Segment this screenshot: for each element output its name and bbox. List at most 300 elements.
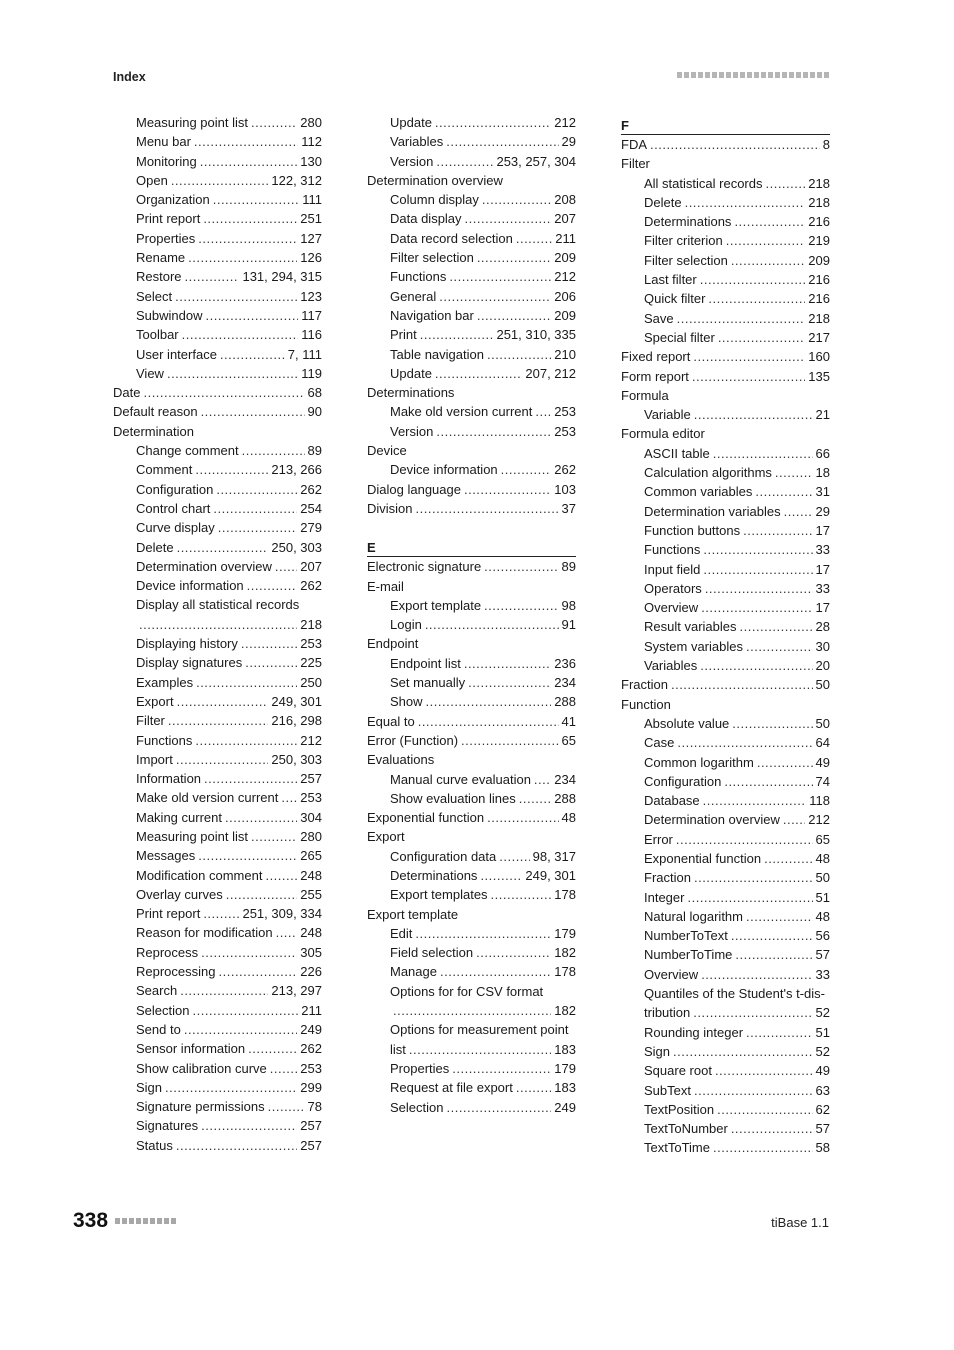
index-entry [367, 152, 576, 171]
index-entry [367, 1098, 576, 1117]
index-entry [113, 190, 322, 209]
index-term: Request at file export [390, 1080, 513, 1096]
decoration-dot [810, 72, 815, 78]
dot-leader [276, 923, 298, 942]
page-reference: 234 [554, 771, 576, 787]
page-reference: 213, 297 [271, 983, 322, 999]
dot-leader [519, 789, 552, 808]
index-entry [367, 962, 576, 981]
index-entry [621, 328, 830, 347]
index-entry [113, 962, 322, 981]
index-heading: Filter [621, 156, 650, 172]
dot-leader [713, 444, 813, 463]
index-term: Selection [390, 1099, 444, 1115]
index-column-3 [621, 113, 830, 1158]
page-reference: 49 [815, 754, 830, 770]
running-header-title: Index [113, 70, 146, 84]
index-heading: Device [367, 443, 407, 459]
page-reference: 21 [815, 407, 830, 423]
index-term: System variables [644, 638, 743, 654]
dot-leader [516, 1078, 551, 1097]
index-entry [113, 402, 322, 421]
page-reference: 251 [300, 211, 322, 227]
page-reference: 209 [554, 250, 576, 266]
index-heading: E-mail [367, 578, 404, 594]
index-column-2 [367, 113, 576, 1117]
index-term: Natural logarithm [644, 908, 743, 924]
index-term: Reason for modification [136, 925, 273, 941]
dot-leader [251, 113, 297, 132]
dot-leader [724, 772, 812, 791]
index-entry [113, 615, 322, 634]
decoration-dot [115, 1218, 120, 1224]
page-reference: 74 [815, 773, 830, 789]
index-entry [621, 1119, 830, 1138]
page-reference: 257 [300, 1118, 322, 1134]
dot-leader [165, 1078, 297, 1097]
decoration-dot [817, 72, 822, 78]
dot-leader [765, 174, 805, 193]
index-term: Control chart [136, 500, 211, 516]
index-entry [621, 637, 830, 656]
index-entry [367, 943, 576, 962]
index-entry [367, 190, 576, 209]
dot-leader [206, 306, 299, 325]
index-term: Login [390, 617, 422, 633]
decoration-dot [761, 72, 766, 78]
index-entry [621, 1061, 830, 1080]
index-entry [621, 212, 830, 231]
index-term: Export [136, 693, 174, 709]
page-reference: 183 [554, 1041, 576, 1057]
dot-leader [468, 673, 551, 692]
page-reference: 112 [301, 134, 322, 150]
page-reference: 130 [300, 153, 322, 169]
dot-leader [715, 1061, 813, 1080]
index-entry [367, 460, 576, 479]
index-term: Determinations [644, 214, 732, 230]
index-entry [621, 888, 830, 907]
index-term: Navigation bar [390, 307, 474, 323]
page-reference: 117 [301, 307, 322, 323]
index-term: Signatures [136, 1118, 199, 1134]
index-term: Open [136, 172, 168, 188]
page-reference: 212 [554, 269, 576, 285]
index-heading: Evaluations [367, 752, 435, 768]
decoration-dot [726, 72, 731, 78]
dot-leader [188, 248, 297, 267]
page-reference: 211 [555, 230, 576, 246]
page-reference: 211 [301, 1002, 322, 1018]
decoration-dot [122, 1218, 127, 1224]
index-entry [113, 750, 322, 769]
index-term: FDA [621, 137, 647, 152]
index-term: Field selection [390, 945, 474, 961]
page-reference: 65 [815, 831, 830, 847]
index-entry [113, 711, 322, 730]
page-reference: 207 [554, 211, 576, 227]
index-term: Variables [644, 658, 698, 674]
dot-leader [268, 1097, 305, 1116]
dot-leader [734, 212, 805, 231]
decoration-dot [775, 72, 780, 78]
page-reference: 182 [554, 1003, 576, 1019]
dot-leader [201, 1116, 297, 1135]
dot-leader [426, 692, 552, 711]
index-term: Print report [136, 906, 201, 922]
page-reference: 216 [808, 214, 830, 230]
index-entry [113, 383, 322, 402]
index-term: Functions [644, 542, 701, 558]
index-heading: Function [621, 696, 671, 712]
index-heading: Endpoint [367, 636, 419, 652]
index-entry [621, 598, 830, 617]
index-entry [621, 1138, 830, 1157]
index-term: NumberToText [644, 928, 728, 944]
index-entry [367, 654, 576, 673]
index-entry [367, 287, 576, 306]
index-entry [621, 733, 830, 752]
index-entry [113, 267, 322, 286]
page-reference: 262 [300, 1041, 322, 1057]
index-term: Information [136, 771, 202, 787]
page-reference: 123 [300, 288, 322, 304]
page-reference: 248 [300, 867, 322, 883]
index-entry [621, 945, 830, 964]
index-entry [367, 1040, 576, 1059]
index-term: SubText [644, 1082, 691, 1098]
dot-leader [226, 885, 298, 904]
index-entry [621, 309, 830, 328]
dot-leader [248, 1039, 297, 1058]
page-reference: 29 [815, 503, 830, 519]
index-term: Selection [136, 1002, 190, 1018]
index-term: Data display [390, 211, 462, 227]
page-reference: 253 [554, 404, 576, 420]
dot-leader [449, 267, 551, 286]
dot-leader [685, 193, 806, 212]
dot-leader [143, 383, 304, 402]
page-reference: 212 [554, 115, 576, 130]
index-term: Error (Function) [367, 732, 459, 748]
index-heading: Display all statistical records [136, 597, 300, 613]
page-reference: 89 [561, 559, 576, 575]
page-reference: 253 [554, 423, 576, 439]
dot-leader [241, 634, 297, 653]
page-reference: 116 [301, 327, 322, 343]
dot-leader [516, 229, 552, 248]
index-entry [367, 306, 576, 325]
page-reference: 257 [300, 1137, 322, 1153]
index-entry [113, 731, 322, 750]
dot-leader [204, 769, 297, 788]
dot-leader [265, 866, 297, 885]
index-term: Date [113, 385, 141, 401]
page-reference: 178 [554, 964, 576, 980]
index-entry [621, 463, 830, 482]
decoration-dot [796, 72, 801, 78]
index-term: Dialog language [367, 481, 461, 497]
index-term: Sign [644, 1043, 671, 1059]
page-reference: 234 [554, 675, 576, 691]
index-entry [113, 152, 322, 171]
dot-leader [700, 270, 806, 289]
dot-leader [708, 289, 805, 308]
index-term: Properties [390, 1060, 450, 1076]
index-term: Determination overview [136, 558, 272, 574]
index-entry [367, 325, 576, 344]
index-entry [367, 808, 576, 827]
index-entry [621, 270, 830, 289]
index-entry [113, 460, 322, 479]
page-reference: 52 [815, 1043, 830, 1059]
page-reference: 218 [808, 175, 830, 191]
page-reference: 90 [307, 404, 322, 420]
decoration-dot [824, 72, 829, 78]
header-decoration-dots [677, 72, 829, 78]
product-name: tiBase 1.1 [771, 1215, 829, 1230]
index-entry [367, 345, 576, 364]
index-entry [113, 769, 322, 788]
dot-leader [203, 209, 297, 228]
index-term: Functions [390, 269, 447, 285]
page-reference: 218 [808, 194, 830, 210]
index-entry [367, 731, 576, 750]
dot-leader [465, 209, 552, 228]
dot-leader [746, 907, 813, 926]
page-number: 338 [73, 1209, 109, 1232]
page-reference: 254 [300, 500, 322, 516]
index-heading: Determinations [367, 385, 455, 401]
footer-decoration-dots [115, 1218, 176, 1224]
page-reference: 219 [808, 233, 830, 249]
index-entry [621, 753, 830, 772]
index-entry [621, 560, 830, 579]
page-reference: 253 [300, 636, 322, 652]
page-reference: 62 [815, 1101, 830, 1117]
index-term: Edit [390, 925, 413, 941]
page-reference: 299 [300, 1079, 322, 1095]
dot-leader [746, 1023, 813, 1042]
page-reference: 279 [300, 520, 322, 536]
dot-leader [693, 1003, 812, 1022]
index-entry [621, 1003, 830, 1022]
page-reference: 64 [815, 735, 830, 751]
dot-leader [218, 518, 298, 537]
index-entry [113, 576, 322, 595]
index-term: Database [644, 793, 700, 809]
dot-leader [213, 190, 300, 209]
page-reference: 179 [554, 1060, 576, 1076]
dot-leader [436, 152, 493, 171]
page-reference: 213, 266 [271, 462, 322, 478]
index-entry [367, 692, 576, 711]
index-term: Comment [136, 462, 193, 478]
page-reference: 48 [815, 908, 830, 924]
decoration-dot [754, 72, 759, 78]
dot-leader [251, 827, 297, 846]
index-entry [113, 518, 322, 537]
dot-leader [476, 943, 551, 962]
index-term: Displaying history [136, 636, 238, 652]
index-term: Manual curve evaluation [390, 771, 531, 787]
dot-leader [701, 965, 812, 984]
dot-leader [487, 345, 551, 364]
index-entry [113, 113, 322, 132]
dot-leader [501, 460, 552, 479]
dot-leader [420, 325, 494, 344]
page-reference: 305 [300, 944, 322, 960]
page-reference: 31 [815, 484, 830, 500]
index-entry [113, 1116, 322, 1135]
page-reference: 262 [300, 578, 322, 594]
index-entry [113, 441, 322, 460]
page-reference: 119 [301, 365, 322, 381]
index-term: Common variables [644, 484, 753, 500]
index-entry [113, 209, 322, 228]
index-term: TextToNumber [644, 1121, 728, 1137]
index-term: TextPosition [644, 1101, 715, 1117]
index-term: Device information [390, 462, 498, 478]
page-reference: 248 [300, 925, 322, 941]
page-reference: 304 [300, 809, 322, 825]
index-entry [113, 287, 322, 306]
dot-leader [418, 712, 559, 731]
index-term: Measuring point list [136, 828, 248, 844]
dot-leader [731, 251, 805, 270]
index-term: NumberToTime [644, 947, 733, 963]
page-reference: 209 [554, 307, 576, 323]
index-term: Version [390, 423, 434, 439]
dot-leader [409, 1040, 551, 1059]
index-entry [621, 193, 830, 212]
dot-leader [713, 1138, 813, 1157]
page-reference: 288 [554, 694, 576, 710]
index-term: Calculation algorithms [644, 465, 772, 481]
page-reference: 57 [815, 1121, 830, 1137]
index-term: Select [136, 288, 173, 304]
index-term: Make old version current [136, 790, 279, 806]
index-term: Absolute value [644, 715, 730, 731]
page-reference: 253 [300, 790, 322, 806]
page-reference: 212 [808, 812, 830, 828]
index-entry [367, 847, 576, 866]
index-entry [367, 866, 576, 885]
page-reference: 48 [815, 850, 830, 866]
index-entry [367, 673, 576, 692]
index-term: Variable [644, 407, 691, 423]
index-entry [113, 480, 322, 499]
decoration-dot [719, 72, 724, 78]
index-entry [621, 849, 830, 868]
index-entry [113, 538, 322, 557]
dot-leader [718, 328, 805, 347]
dot-leader [177, 692, 269, 711]
index-term: Display signatures [136, 655, 243, 671]
index-term: All statistical records [644, 175, 763, 191]
page-reference: 262 [554, 462, 576, 478]
dot-leader [746, 637, 813, 656]
index-heading: Export template [367, 906, 459, 922]
index-entry [621, 1042, 830, 1061]
dot-leader [677, 309, 806, 328]
page-reference: 17 [815, 522, 830, 538]
index-entry [113, 866, 322, 885]
dot-leader [700, 656, 812, 675]
index-term: Configuration [136, 481, 214, 497]
index-term: Examples [136, 674, 194, 690]
page-reference: 48 [561, 810, 576, 826]
index-entry [367, 885, 576, 904]
index-term: Show [390, 694, 423, 710]
index-entry [367, 499, 576, 518]
index-term: Make old version current [390, 404, 533, 420]
index-entry [113, 885, 322, 904]
index-term: Status [136, 1137, 173, 1153]
page-reference: 98 [561, 597, 576, 613]
index-term: Menu bar [136, 134, 191, 150]
index-entry [367, 596, 576, 615]
index-term: Quick filter [644, 291, 706, 307]
index-term: list [390, 1041, 406, 1057]
index-term: Column display [390, 192, 479, 208]
index-entry [367, 267, 576, 286]
page-reference: 68 [307, 385, 322, 401]
dot-leader [464, 654, 551, 673]
index-term: Send to [136, 1021, 181, 1037]
page-reference: 18 [815, 465, 830, 481]
dot-leader [393, 1001, 551, 1020]
section-gap [367, 518, 576, 535]
dot-leader [755, 482, 812, 501]
dot-leader [225, 808, 297, 827]
decoration-dot [691, 72, 696, 78]
dot-leader [703, 560, 812, 579]
decoration-dot [684, 72, 689, 78]
page-reference: 103 [554, 481, 576, 497]
index-entry [621, 926, 830, 945]
index-entry [621, 772, 830, 791]
index-term: Filter [136, 713, 165, 729]
dot-leader [175, 287, 297, 306]
page-reference: 288 [554, 790, 576, 806]
index-entry [113, 981, 322, 1000]
index-term: Delete [136, 539, 174, 555]
dot-leader [731, 926, 813, 945]
index-entry [621, 251, 830, 270]
index-entry [113, 692, 322, 711]
index-entry [621, 791, 830, 810]
dot-leader [461, 731, 559, 750]
dot-leader [484, 596, 558, 615]
dot-leader [650, 135, 820, 154]
dot-leader [676, 830, 813, 849]
index-term: Update [390, 115, 432, 130]
index-entry [367, 402, 576, 421]
page-reference: 89 [307, 443, 322, 459]
dot-leader [764, 849, 812, 868]
page-reference: 49 [815, 1063, 830, 1079]
index-entry [367, 364, 576, 383]
dot-leader [195, 460, 268, 479]
page-reference: 253, 257, 304 [496, 153, 576, 169]
index-term: Fixed report [621, 349, 691, 365]
dot-leader [436, 422, 551, 441]
page-reference: 126 [300, 250, 322, 266]
index-entry [113, 904, 322, 923]
decoration-dot [171, 1218, 176, 1224]
index-entry [621, 289, 830, 308]
